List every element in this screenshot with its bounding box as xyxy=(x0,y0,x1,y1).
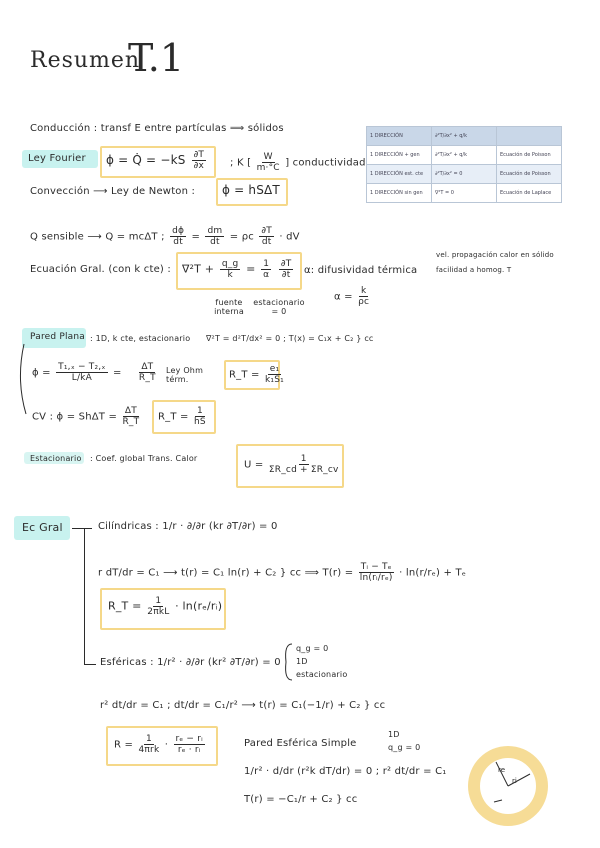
estacionario-label: Estacionario xyxy=(30,454,82,463)
fourier-lhs: ϕ = Q̇ = −kS xyxy=(106,153,186,167)
alpha-text: α: difusividad térmica xyxy=(304,265,418,276)
table-row xyxy=(367,127,562,146)
cilindricas-solution: r dT/dr = C₁ ⟶ t(r) = C₁ ln(r) + C₂ } cc ⟹ T(r) = $\frac{\text{Tᵢ − Tₑ}}{\text{ln(rᵢ/rₑ)}}$ · ln(r/rₑ) + Tₑ xyxy=(98,562,467,583)
sphere-label-inner: ri xyxy=(512,777,517,785)
cilindricas-label: Cilíndricas : xyxy=(98,521,159,532)
conveccion-formula: ϕ = hSΔT xyxy=(222,183,280,197)
table-cell: Ecuación de Laplace xyxy=(497,184,562,203)
table-cell: ∂²T/∂x² = 0 xyxy=(432,165,497,184)
q-sensible-label: Q sensible xyxy=(30,231,85,243)
ec-gral-label: Ecuación Gral. xyxy=(30,264,105,275)
table-cell: 1 DIRECCIÓN est. cte xyxy=(367,165,432,184)
table-cell: 1 DIRECCIÓN xyxy=(367,127,432,146)
table-cell: Ecuación de Poisson xyxy=(497,146,562,165)
table-cell: 1 DIRECCIÓN + gen xyxy=(367,146,432,165)
r-esf-formula: R = $\frac{1}{\text{4πrk}}$ · $\frac{\text{rₑ − rᵢ}}{\text{rₑ · rᵢ}}$ xyxy=(114,734,203,755)
esfericas-conditions: q_g = 0 1D estacionario xyxy=(296,644,348,679)
esfericas-label: Esféricas : xyxy=(100,657,154,668)
sphere-label-outer: re xyxy=(498,766,506,774)
table-row xyxy=(367,184,562,203)
ec-gral-vertical xyxy=(84,528,85,664)
sphere-diagram xyxy=(460,740,560,830)
title-word: Resumen xyxy=(30,48,141,73)
fourier-unit: ; K [ $\frac{W}{m\cdot^\circ C}$ ] conductividad xyxy=(230,152,366,173)
conveccion-text: ⟶ Ley de Newton : xyxy=(93,186,196,197)
table-cell: ∂²T/∂x² + q/k xyxy=(432,146,497,165)
pared-plana-brace xyxy=(14,340,34,420)
pared-esferica-cond: 1D q_g = 0 xyxy=(388,730,421,752)
alpha-note-2: facilidad a homog. T xyxy=(436,266,512,274)
pared-plana-label: Pared Plana xyxy=(30,332,86,342)
q-sensible-line: Q sensible ⟶ Q = mcΔT ; $\frac{d\phi}{dt}$ = $\frac{dm}{dt}$ = ρc $\frac{\partial T}{dt}$ · dV xyxy=(30,226,300,247)
pared-esferica-eq: 1/r² · d/dr (r²k dT/dr) = 0 ; r² dt/dr = C₁ xyxy=(244,766,447,777)
table-cell: Ecuación de Poisson xyxy=(497,165,562,184)
ec-gral-formula: ∇²T + $\frac{q\_g}{k}$ = $\frac{1}{\alpha}$ $\frac{\partial T}{\partial t}$ xyxy=(182,259,292,280)
table-cell: ∇²T = 0 xyxy=(432,184,497,203)
ley-ohm: Ley Ohm térm. xyxy=(166,366,204,384)
conduccion-text: : transf E entre partículas ⟹ sólidos xyxy=(93,123,284,134)
table-cell: ∂²T/∂x² + q/k xyxy=(432,127,497,146)
unit-fraction: $\frac{W}{m\cdot^\circ C}$ xyxy=(256,152,280,173)
pared-plana-eq: ∇²T = d²T/dx² = 0 ; T(x) = C₁x + C₂ } cc xyxy=(206,334,374,343)
esfericas-brace xyxy=(282,642,294,682)
u-formula: U = $\frac{1}{\Sigma R\_cd + \Sigma R\_cv}$ xyxy=(244,454,339,475)
fourier-label: Ley Fourier xyxy=(28,153,86,164)
rc-formula: R_T = $\frac{1}{hS}$ xyxy=(158,406,206,427)
equation-table xyxy=(366,126,562,203)
title-number: T.1 xyxy=(128,36,185,80)
conveccion-label: Convección xyxy=(30,186,90,197)
fourier-fraction: $\frac{\partial T}{\partial x}$ xyxy=(193,150,205,171)
under-label-1: fuente interna xyxy=(214,298,244,316)
ec-gral-section-label: Ec Gral xyxy=(22,521,63,534)
table-cell xyxy=(497,127,562,146)
table-row xyxy=(367,146,562,165)
ec-gral-branch xyxy=(84,664,96,665)
pared-esferica-label: Pared Esférica Simple xyxy=(244,738,357,749)
fourier-formula xyxy=(106,150,208,171)
alpha-definition: α = $\frac{k}{\rho c}$ xyxy=(334,286,370,307)
esfericas-line: Esféricas : 1/r² · ∂/∂r (kr² ∂T/∂r) = 0 xyxy=(100,657,281,668)
alpha-note-1: vel. propagación calor en sólido xyxy=(436,251,554,259)
esfericas-solution: r² dt/dr = C₁ ; dt/dr = C₁/r² ⟶ t(r) = C₁(−1/r) + C₂ } cc xyxy=(100,700,386,711)
conduccion-label: Conducción xyxy=(30,123,91,134)
pared-plana-cond: : 1D, k cte, estacionario xyxy=(90,334,191,343)
estacionario-text: : Coef. global Trans. Calor xyxy=(90,454,198,463)
table-row xyxy=(367,165,562,184)
conveccion-line xyxy=(30,186,195,197)
rt-cil-formula: R_T = $\frac{1}{\text{2πkL}}$ · ln(rₑ/rᵢ) xyxy=(108,596,223,617)
under-label-2: estacionario = 0 xyxy=(253,298,305,316)
cv-formula: CV : ϕ = ShΔT = $\frac{\Delta T}{R\_T}$ xyxy=(32,406,140,427)
pared-esferica-sol: T(r) = −C₁/r + C₂ } cc xyxy=(244,794,358,805)
cilindricas-line: Cilíndricas : 1/r · ∂/∂r (kr ∂T/∂r) = 0 xyxy=(98,521,278,532)
ec-gral-arrow xyxy=(72,528,92,529)
pared-plana-phi: ϕ = $\frac{\text{T₁,ₓ − T₂,ₓ}}{L/kA}$ = $\frac{\Delta T}{R\_T}$ xyxy=(32,362,156,383)
table-cell: 1 DIRECCIÓN sin gen xyxy=(367,184,432,203)
rt-formula: R_T = $\frac{\text{e₁}}{\text{k₁S₁}}$ xyxy=(229,364,284,385)
ec-gral-label-line: Ecuación Gral. (con k cte) : xyxy=(30,264,171,275)
conduccion-line xyxy=(30,123,284,134)
